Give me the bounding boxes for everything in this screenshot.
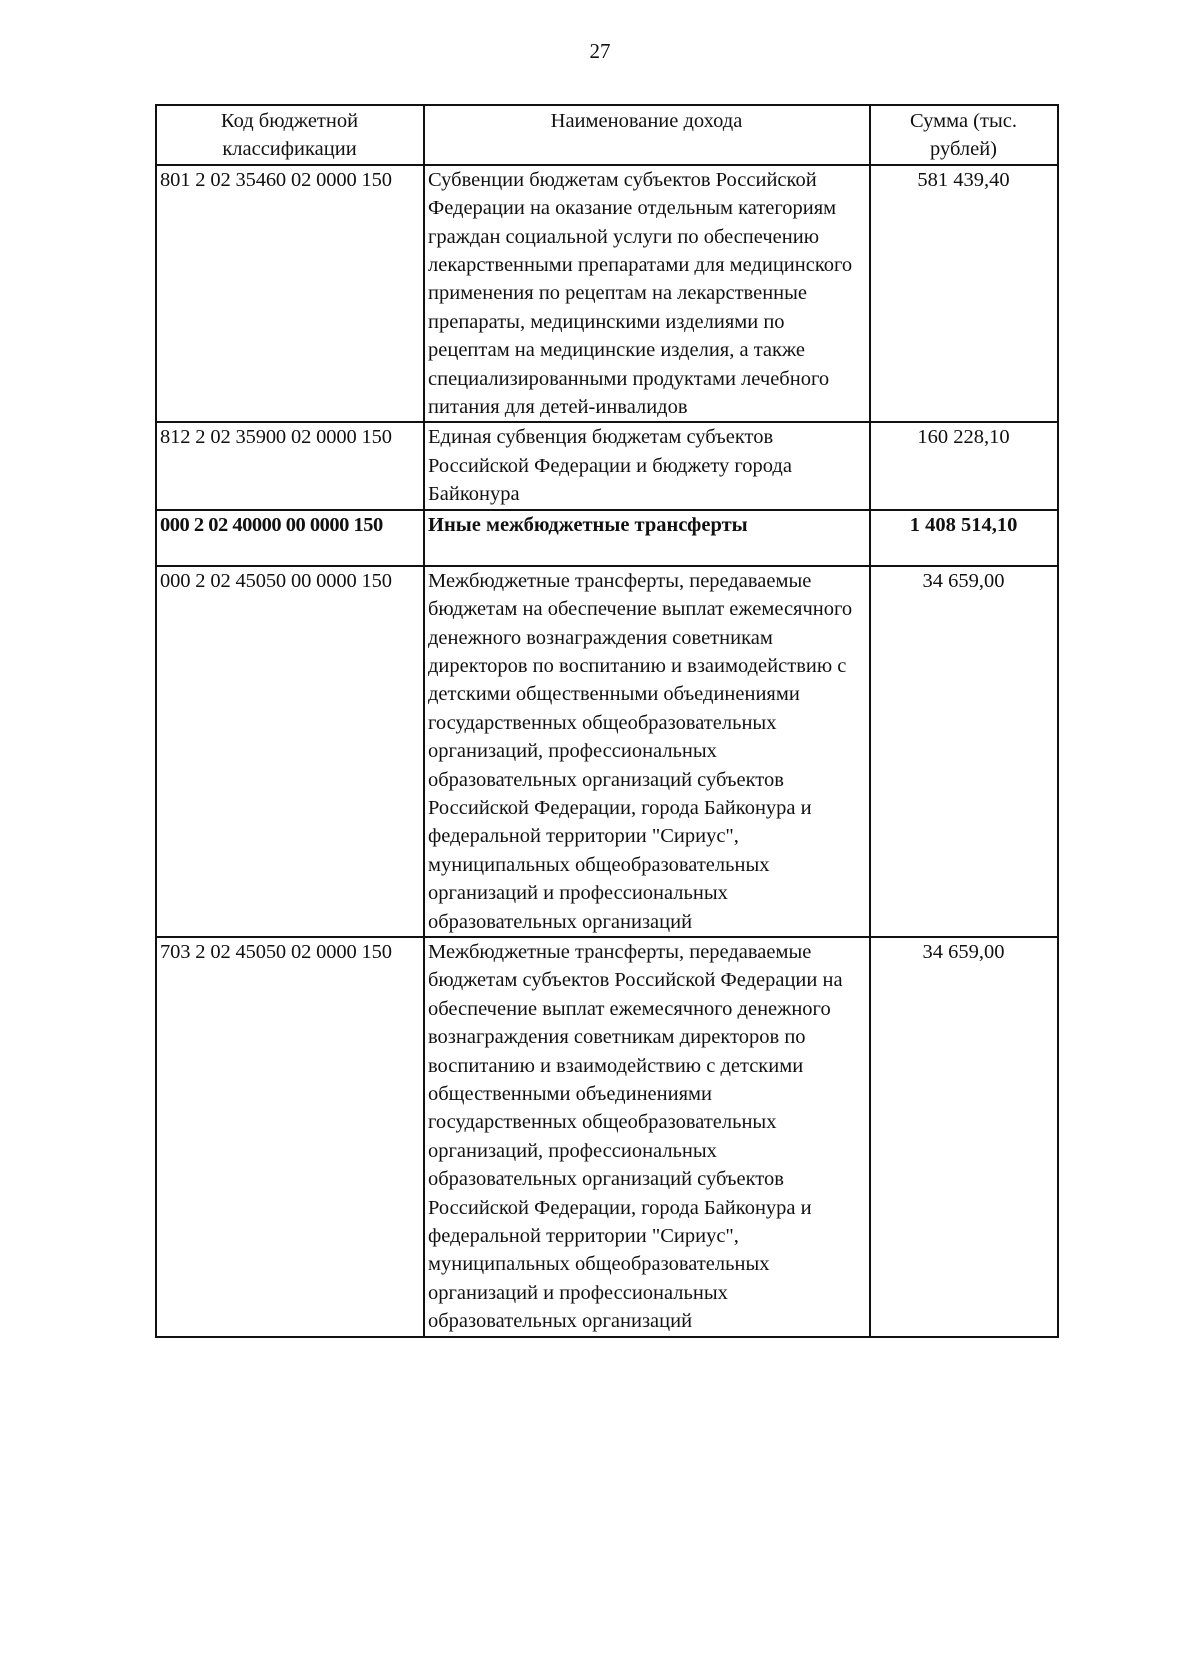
header-sum: Сумма (тыс. рублей): [870, 105, 1058, 165]
row-code: 703 2 02 45050 02 0000 150: [156, 937, 424, 1337]
table-row: [156, 422, 1058, 509]
row-sum: 34 659,00: [870, 937, 1058, 1337]
row-sum: 581 439,40: [870, 165, 1058, 423]
table-row: [156, 165, 1058, 423]
table-row-total: [156, 510, 1058, 566]
row-name: Субвенции бюджетам субъектов Российской Федерации на оказание отдельным категориям граждан социальной услуги по обеспечению лекарственными препаратами для медицинского применения по рецептам на лекарственные препараты, медицинскими изделиями по рецептам на медицинские изделия, а также специализированными продуктами лечебного питания для детей-инвалидов: [424, 165, 870, 423]
row-code: 000 2 02 40000 00 0000 150: [156, 510, 424, 566]
row-code: 812 2 02 35900 02 0000 150: [156, 422, 424, 509]
row-name: Единая субвенция бюджетам субъектов Российской Федерации и бюджету города Байконура: [424, 422, 870, 509]
row-sum: 1 408 514,10: [870, 510, 1058, 566]
row-name: Иные межбюджетные трансферты: [424, 510, 870, 566]
row-code: 000 2 02 45050 00 0000 150: [156, 566, 424, 937]
row-sum: 160 228,10: [870, 422, 1058, 509]
table-row: [156, 566, 1058, 937]
budget-revenue-table: [155, 104, 1059, 1338]
page-number: 27: [589, 39, 611, 63]
header-code: Код бюджетной классификации: [156, 105, 424, 165]
row-sum: 34 659,00: [870, 566, 1058, 937]
row-name: Межбюджетные трансферты, передаваемые бюджетам на обеспечение выплат ежемесячного денежного вознаграждения советникам директоров по воспитанию и взаимодействию с детскими общественными объединениями государственных общеобразовательных организаций, профессиональных образовательных организаций субъектов Российской Федерации, города Байконура и федеральной территории "Сириус", муниципальных общеобразовательных организаций и профессиональных образовательных организаций: [424, 566, 870, 937]
header-name: Наименование дохода: [424, 105, 870, 165]
row-code: 801 2 02 35460 02 0000 150: [156, 165, 424, 423]
table-row: [156, 937, 1058, 1337]
table-header-row: [156, 105, 1058, 165]
row-name: Межбюджетные трансферты, передаваемые бюджетам субъектов Российской Федерации на обеспечение выплат ежемесячного денежного вознаграждения советникам директоров по воспитанию и взаимодействию с детскими общественными объединениями государственных общеобразовательных организаций, профессиональных образовательных организаций субъектов Российской Федерации, города Байконура и федеральной территории "Сириус", муниципальных общеобразовательных организаций и профессиональных образовательных организаций: [424, 937, 870, 1337]
